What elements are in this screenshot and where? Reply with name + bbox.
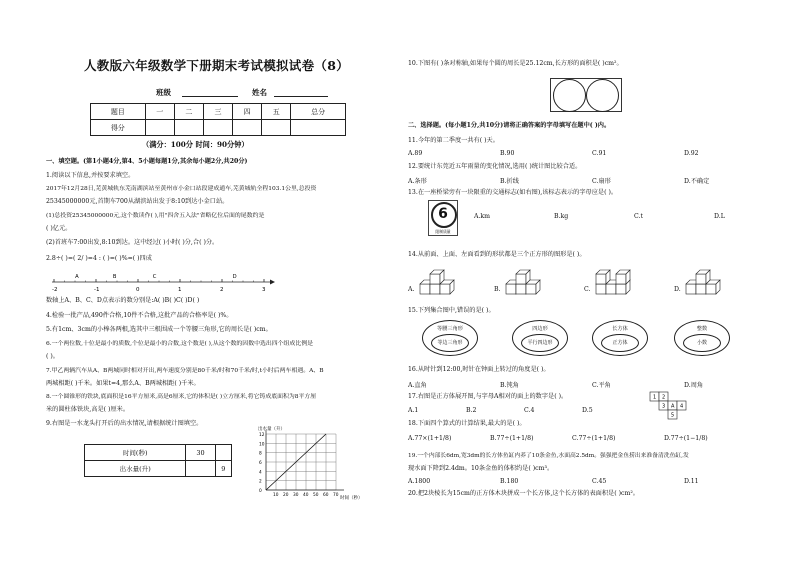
water-cell: 30 [186, 445, 215, 461]
q18-option[interactable]: B.77÷(1+1/8) [490, 435, 534, 442]
chart-ylabel: 出水量（升） [258, 427, 285, 432]
venn-inner [683, 334, 721, 352]
water-cell[interactable] [186, 461, 215, 477]
q14-option[interactable]: B. [494, 286, 501, 293]
tick-label: -1 [94, 287, 100, 293]
circle-figure [553, 79, 586, 112]
q19-text-cont: 现水面下降到2.4dm。10条金鱼的体积约是( )cm³。 [408, 465, 554, 472]
q16-option[interactable]: B.钝角 [500, 382, 519, 389]
y-tick-label: 6 [259, 461, 262, 466]
chart-xlabel: 时间（秒） [340, 496, 363, 501]
venn-inner-label: 小数 [696, 340, 707, 346]
venn-outer-label: 长方体 [612, 326, 628, 332]
score-header-cell: 一 [145, 104, 174, 120]
q10-text: 10.下图有( )条对称轴,如果每个圆的周长是25.12cm,长方形的面积是( )cm²。 [408, 60, 623, 67]
y-tick-label: 4 [259, 470, 262, 476]
venn-outer-label: 等腰三角形 [437, 326, 463, 332]
q12-option[interactable]: D.不确定 [684, 178, 710, 185]
q1-line: (1)总投资25345000000元,这个数读作( ),用"四舍五入法"省略亿位后面的尾数约是 [46, 213, 265, 219]
q12-option[interactable]: B.折线 [500, 178, 519, 185]
x-tick-label: 70 [333, 493, 339, 498]
number-line [46, 272, 276, 294]
y-tick-label: 2 [259, 479, 262, 485]
score-cell[interactable] [174, 120, 203, 136]
q18-option[interactable]: D.77÷(1−1/8) [664, 435, 708, 442]
q12-option[interactable]: C.扇形 [592, 178, 611, 185]
score-header-cell: 五 [262, 104, 291, 120]
q7-text-cont: 两城相距( )千米。如果t=4,那么A、B两城相距( )千米。 [46, 380, 200, 387]
venn-outer [512, 320, 568, 356]
q11-option[interactable]: D.92 [684, 150, 699, 157]
point-label: A [75, 274, 79, 280]
cube [596, 270, 610, 284]
q4-text: 4.检验一批产品,490件合格,10件不合格,这批产品的合格率是( )%。 [46, 312, 233, 319]
water-table-row [85, 445, 232, 461]
section1-title: 一、填空题。(第1小题4分,第4、5小题每题1分,其余每小题2分,共20分) [46, 158, 248, 165]
q13-option[interactable]: D.L [714, 213, 725, 220]
cube-figures [408, 260, 780, 300]
q14-option[interactable]: A. [408, 286, 415, 293]
y-tick-label: 0 [259, 489, 262, 494]
q19-option[interactable]: B.180 [500, 478, 519, 485]
water-table [84, 444, 232, 477]
venn-outer [422, 320, 478, 356]
q14-option[interactable]: C. [584, 286, 591, 293]
q17-option[interactable]: D.5 [582, 407, 593, 414]
q2-text: 2.8÷( )=( 2/ )=4 : ( )=( )%=( )四成 [46, 255, 152, 262]
q14-text: 14.从前面、上面、左面看到的形状都是三个正方形的图形是( )。 [408, 251, 586, 258]
q19-option[interactable]: D.11 [684, 478, 699, 485]
q16-option[interactable]: D.周角 [684, 382, 704, 389]
q12-option[interactable]: A.条形 [408, 178, 427, 185]
score-header-cell: 题目 [91, 104, 146, 120]
water-cell: 出水量(升) [85, 461, 186, 477]
q15-text: 15.下列集合图中,错误的是( )。 [408, 307, 495, 314]
venn-inner [601, 334, 639, 352]
water-cell[interactable] [215, 445, 231, 461]
class-label: 班级 [156, 88, 171, 97]
x-tick-label: 30 [293, 493, 299, 498]
q8-text-cont: 米的圆柱体铁块,高是( )厘米。 [46, 406, 130, 413]
sign-number: 6 [438, 206, 448, 222]
net-face-label: 4 [680, 403, 684, 410]
point-label: C [152, 274, 157, 280]
cube [430, 270, 444, 284]
score-header-cell: 四 [233, 104, 262, 120]
score-cell[interactable] [262, 120, 291, 136]
x-tick-label: 20 [283, 493, 289, 498]
q7-text: 7.甲乙两辆汽车从A、B两城同时相对开出,两车速度分别是80千米/时和70千米/时,t小时后两车相遇。A、B [46, 368, 324, 374]
cube [696, 270, 710, 284]
q18-option[interactable]: C.77÷(1+1/8) [572, 435, 616, 442]
q16-text: 16.从时针到12:00,时针在钟面上转过的角度是( )。 [408, 366, 550, 373]
exam-title: 人教版六年级数学下册期末考试模拟试卷（8） [84, 58, 349, 73]
q11-option[interactable]: C.91 [592, 150, 607, 157]
q17-text: 17.右图是正方体展开图,与字母A相对的面上的数字是( )。 [408, 393, 568, 400]
cube [526, 280, 540, 294]
x-tick-label: 10 [273, 493, 279, 498]
score-header-cell: 二 [174, 104, 203, 120]
score-cell[interactable] [233, 120, 262, 136]
tick-label: 0 [136, 287, 140, 293]
venn-outer [674, 320, 730, 356]
venn-inner-label: 正方体 [612, 340, 628, 346]
q16-option[interactable]: A.直角 [408, 382, 427, 389]
q13-option[interactable]: B.kg [554, 213, 569, 220]
water-cell: 9 [215, 461, 231, 477]
section2-title: 二、选择题。(每小题1分,共10分)请将正确答案的字母填写在题中( )内。 [408, 122, 611, 129]
score-table-row [91, 120, 346, 136]
venn-inner [431, 334, 469, 352]
q13-text: 13.在一座桥梁旁有一块限重的交通标志(如右图),该标志表示的字母应是( )。 [408, 189, 618, 196]
score-table-header [91, 104, 346, 120]
circle-figure [586, 79, 619, 112]
q19-option[interactable]: A.1800 [408, 478, 431, 485]
q11-option[interactable]: B.90 [500, 150, 515, 157]
tick-label: 2 [220, 287, 224, 293]
cube-net [648, 390, 708, 422]
y-tick-label: 8 [259, 451, 262, 457]
weight-limit-sign [428, 200, 458, 236]
tick-label: -2 [52, 287, 58, 293]
x-tick-label: 60 [323, 493, 329, 498]
net-face-label: A [671, 403, 675, 410]
q1-line: (2)首班车7:00出发,8:10到达。这中经过( )小时( )分,合( )分。 [46, 239, 219, 246]
venn-inner-label: 平行四边形 [527, 340, 553, 346]
tick-label: 1 [178, 287, 182, 293]
q16-option[interactable]: C.平角 [592, 382, 611, 389]
class-blank[interactable] [182, 96, 238, 97]
score-cell[interactable] [145, 120, 174, 136]
point-label: D [232, 274, 237, 280]
tick-label: 3 [262, 287, 266, 293]
q1-line: 1.阅读以下信息,并按要求填空。 [46, 172, 135, 179]
q19-text: 19.一个内部长6dm,宽3dm的长方体鱼缸内养了10条金鱼,水面高2.5dm。强强把金鱼捞出来准备清洗鱼缸,发 [408, 453, 689, 459]
q14-option[interactable]: D. [674, 286, 681, 293]
exam-meta: （满分：100分 时间：90分钟） [142, 140, 249, 149]
q17-option[interactable]: B.2 [466, 407, 477, 414]
q6-text: 6.一个两位数,十位是最小的质数,个位是最小的合数,这个数是( ),从这个数的因数中选出四个组成比例是 [46, 341, 313, 347]
q8-text: 8.一个圆锥形的铁块,底面积是16平方厘米,高是6厘米,它的体积是( )立方厘米,将它铸成底面积为8平方厘 [46, 394, 317, 400]
net-face-label: 3 [662, 403, 666, 410]
q3-text: 数轴上A、B、C、D点表示的数分别是:A( )B( )C( )D( ) [46, 297, 200, 304]
venn-inner-label: 等边三角形 [437, 340, 463, 346]
q18-text: 18.下面四个算式的计算结果,最大的是( )。 [408, 420, 526, 427]
q12-text: 12.要统计东莞近五年雨量的变化情况,选用( )统计图比较合适。 [408, 163, 582, 170]
rectangle-figure [550, 78, 622, 112]
x-tick-label: 40 [303, 493, 309, 498]
score-table [90, 103, 346, 136]
venn-outer-label: 四边形 [532, 326, 548, 332]
q20-text: 20.把2块棱长为15cm的正方体木块拼成一个长方体,这个长方体的表面积是( )cm²。 [408, 490, 639, 497]
cube [616, 270, 630, 284]
q11-text: 11.今年的第二季度一共有( )天。 [408, 137, 499, 144]
q13-option[interactable]: C.t [634, 213, 643, 220]
venn-outer-label: 整数 [696, 326, 708, 332]
y-tick-label: 12 [259, 433, 265, 438]
venn-inner [521, 334, 559, 352]
score-header-cell: 总分 [291, 104, 346, 120]
water-chart [236, 424, 396, 502]
q19-option[interactable]: C.45 [592, 478, 607, 485]
water-table-row [85, 461, 232, 477]
q9-text: 9.右图是一水龙头打开后的出水情况,请根据统计图填空。 [46, 420, 203, 427]
arrow-icon [270, 280, 275, 285]
y-tick-label: 10 [259, 442, 265, 448]
q17-option[interactable]: C.4 [524, 407, 535, 414]
name-blank[interactable] [274, 96, 328, 97]
point-label: B [112, 274, 117, 280]
q1-line: ( )亿元。 [46, 225, 72, 232]
score-cell[interactable] [203, 120, 232, 136]
q11-option[interactable]: A.89 [408, 150, 423, 157]
water-cell: 时间(秒) [85, 445, 186, 461]
score-header-cell: 三 [203, 104, 232, 120]
venn-outer [592, 320, 648, 356]
q18-option[interactable]: A.77×(1+1/8) [408, 435, 452, 442]
net-face-label: 2 [662, 394, 666, 401]
net-face-label: 5 [671, 412, 675, 419]
q1-line: 2017年12月28日,芜黄城轨东芜南湖滨站至黄州市小金口站段建成通车,芜黄城轨全程103.1公里,总投资 [46, 186, 317, 192]
name-label: 姓名 [252, 88, 267, 97]
net-face-label: 1 [653, 394, 657, 401]
score-cell[interactable] [291, 120, 346, 136]
q1-line: 25345000000元,首期车700从湖滨站出发于8:10到达小金口站。 [46, 198, 229, 205]
q13-option[interactable]: A.km [474, 213, 491, 220]
score-row-label: 得分 [91, 120, 146, 136]
x-tick-label: 50 [313, 493, 319, 498]
sign-caption: 限制质量 [435, 229, 451, 234]
q6-text-cont: ( )。 [46, 353, 59, 360]
q17-option[interactable]: A.1 [408, 407, 419, 414]
q5-text: 5.有1cm、3cm的小棒各两根,选其中三根围成一个等腰三角形,它的周长是( )cm。 [46, 326, 272, 333]
